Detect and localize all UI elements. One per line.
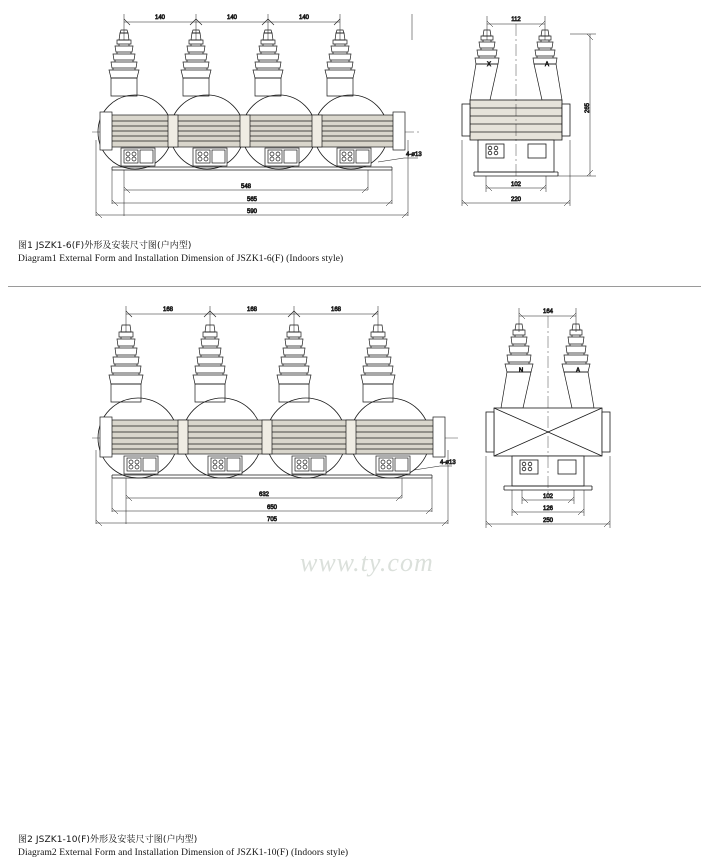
front-insulators-2 bbox=[109, 325, 395, 402]
side-insulators-2 bbox=[501, 324, 594, 408]
dim-565: 565 bbox=[246, 197, 258, 203]
dim-168-2: 168 bbox=[246, 307, 258, 313]
dim-168-3: 168 bbox=[330, 307, 342, 313]
diagram-2-panel bbox=[0, 290, 709, 858]
diagram-1-caption-en: Diagram1 External Form and Installation Dimension of JSZK1-6(F) (Indoors style) bbox=[18, 254, 344, 264]
dim-265: 265 bbox=[585, 102, 591, 114]
diagram-2-drawing bbox=[0, 290, 709, 540]
dim-650: 650 bbox=[266, 505, 278, 511]
dim-140-2: 140 bbox=[226, 15, 238, 21]
diagram-2-caption-en: Diagram2 External Form and Installation Dimension of JSZK1-10(F) (Indoors style) bbox=[18, 848, 349, 858]
dim-126: 126 bbox=[542, 506, 554, 512]
dim-548: 548 bbox=[240, 184, 252, 190]
dim-220: 220 bbox=[510, 197, 522, 203]
front-busbar-body bbox=[100, 112, 405, 150]
front-insulators bbox=[109, 30, 355, 96]
terminal-label-n: N bbox=[518, 368, 524, 374]
dim-102: 102 bbox=[510, 182, 522, 188]
front-top-dimension-chain bbox=[124, 14, 412, 40]
front-busbar-body-2 bbox=[100, 417, 445, 457]
hole-note-2: 4-ø13 bbox=[440, 460, 456, 466]
hole-note-1: 4-ø13 bbox=[406, 152, 422, 158]
terminal-label-a-2: A bbox=[575, 368, 581, 374]
front-hole-note-leader-2 bbox=[414, 466, 452, 470]
dim-164: 164 bbox=[542, 309, 554, 315]
dim-140-3: 140 bbox=[298, 15, 310, 21]
dim-250: 250 bbox=[542, 518, 554, 524]
dim-168-1: 168 bbox=[162, 307, 174, 313]
diagram-2-caption-cn: 图2 JSZK1-10(F)外形及安装尺寸图(户内型) bbox=[18, 835, 198, 845]
watermark: www.ty.com bbox=[300, 548, 434, 577]
panel-divider bbox=[8, 286, 701, 287]
diagram-1-caption bbox=[18, 240, 343, 266]
diagram-1-panel bbox=[0, 0, 709, 282]
dim-632: 632 bbox=[258, 492, 270, 498]
dim-140-1: 140 bbox=[154, 15, 166, 21]
diagram-2-caption bbox=[18, 834, 348, 860]
front-terminal-boxes bbox=[112, 148, 392, 170]
dim-590: 590 bbox=[246, 209, 258, 215]
diagram-1-caption-cn: 图1 JSZK1-6(F)外形及安装尺寸图(户内型) bbox=[18, 241, 192, 251]
dim-112: 112 bbox=[511, 17, 521, 23]
dim-102-2: 102 bbox=[542, 494, 554, 500]
terminal-label-a: A bbox=[544, 62, 550, 68]
terminal-label-x: X bbox=[486, 62, 492, 68]
front-hole-note-leader bbox=[378, 158, 418, 162]
dim-705: 705 bbox=[266, 517, 278, 523]
diagram-1-drawing bbox=[0, 0, 709, 240]
